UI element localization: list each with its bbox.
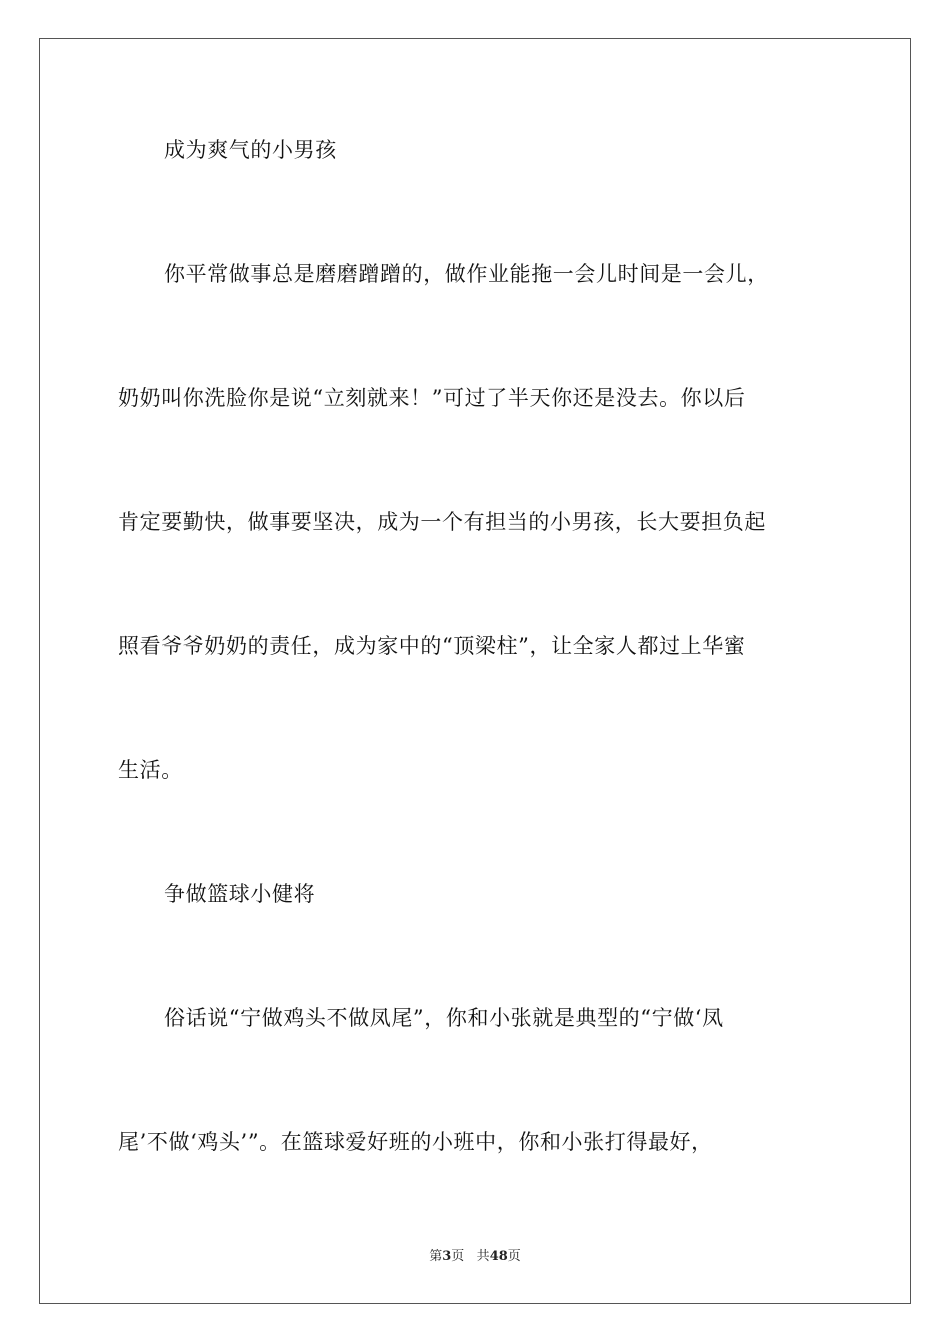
total-pages: 48 bbox=[489, 1249, 508, 1264]
page-border bbox=[39, 38, 911, 1304]
body-line-3: 肯定要勤快，做事要坚决，成为一个有担当的小男孩，长大要担负起 bbox=[118, 510, 766, 534]
section-heading-1: 成为爽气的小男孩 bbox=[164, 138, 337, 162]
body-line-4: 照看爷爷奶奶的责任，成为家中的“顶梁柱”，让全家人都过上华蜜 bbox=[118, 634, 746, 658]
page-suffix: 页 bbox=[451, 1249, 465, 1264]
body-line-5: 生活。 bbox=[118, 758, 183, 782]
page-prefix: 第 bbox=[429, 1249, 443, 1264]
page-number: 3 bbox=[442, 1249, 452, 1264]
body-line-1: 你平常做事总是磨磨蹭蹭的，做作业能拖一会儿时间是一会儿， bbox=[164, 262, 769, 286]
page-footer bbox=[0, 1248, 950, 1266]
body-line-7: 尾’不做‘鸡头’”。在篮球爱好班的小班中，你和小张打得最好， bbox=[118, 1130, 713, 1154]
section-heading-2: 争做篮球小健将 bbox=[164, 882, 316, 906]
body-line-6: 俗话说“宁做鸡头不做凤尾”，你和小张就是典型的“宁做‘凤 bbox=[164, 1006, 724, 1030]
total-prefix: 共 bbox=[476, 1249, 490, 1264]
total-suffix: 页 bbox=[507, 1249, 521, 1264]
body-line-2: 奶奶叫你洗脸你是说“立刻就来！”可过了半天你还是没去。你以后 bbox=[118, 386, 746, 410]
